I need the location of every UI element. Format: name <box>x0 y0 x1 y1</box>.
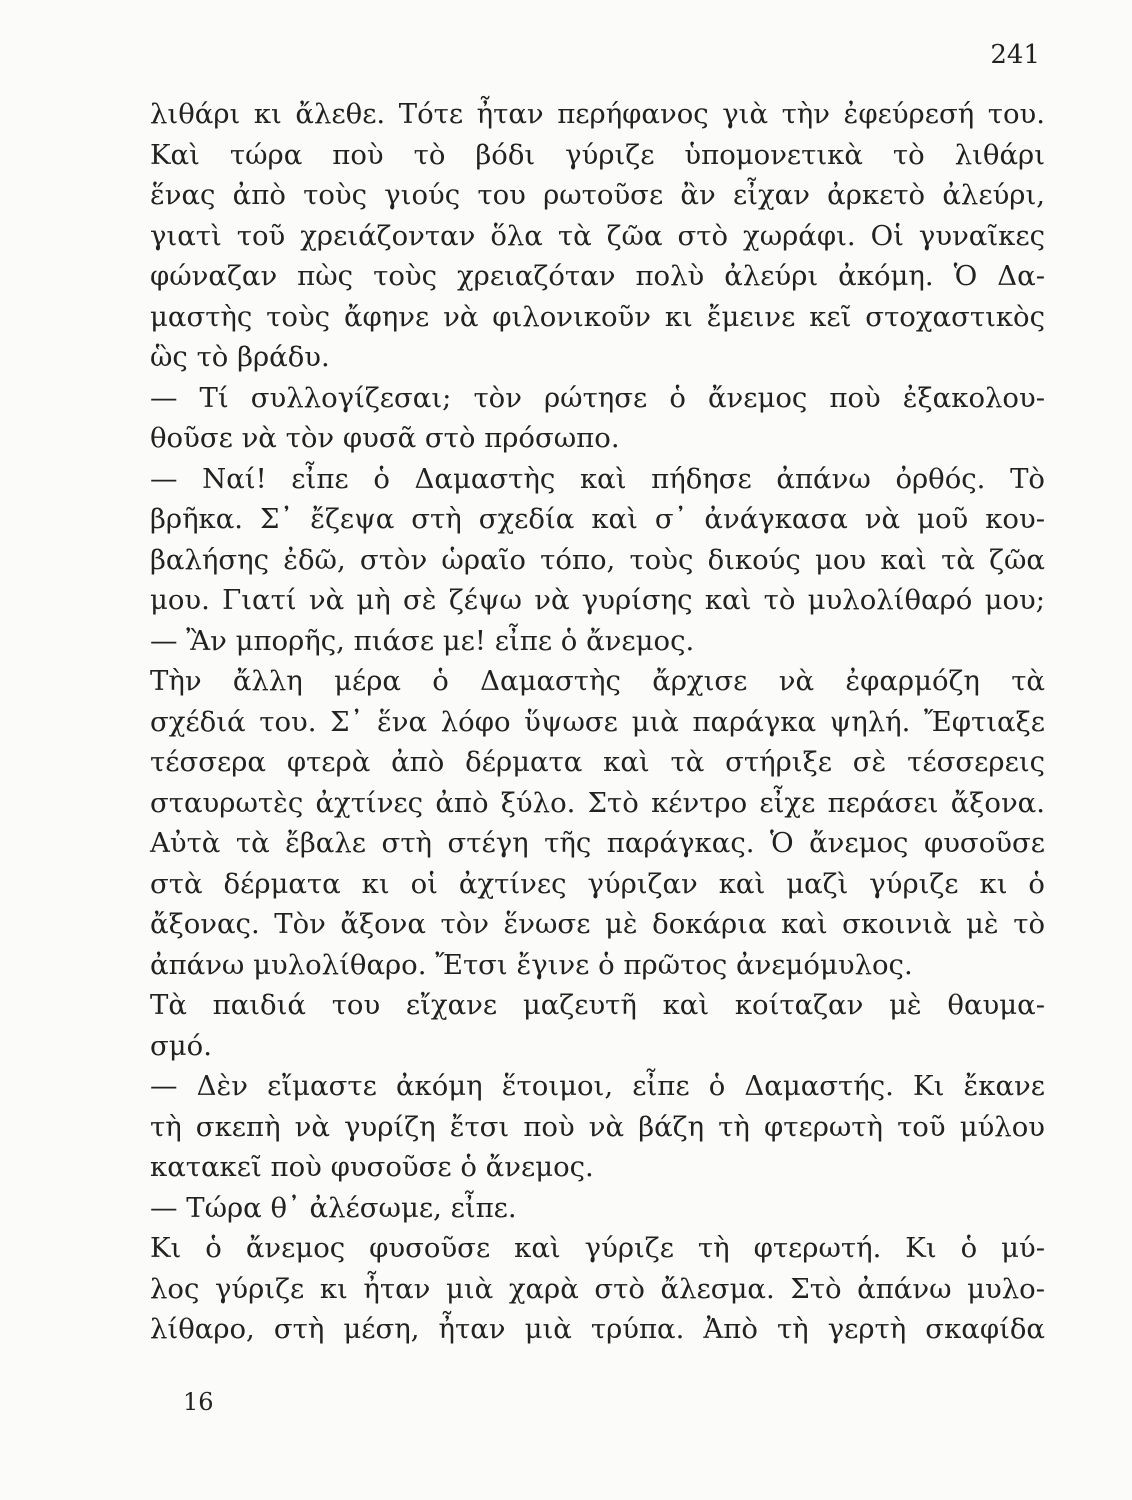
text-line: λιθάρι κι ἄλεθε. Τότε ἦταν περήφανος γιὰ τὴν ἐφεύρεσή του. <box>150 98 1045 130</box>
text-line: μου. Γιατί νὰ μὴ σὲ ζέψω νὰ γυρίσης καὶ τὸ μυλολίθαρό μου; <box>150 584 1045 616</box>
text-line: Αὐτὰ τὰ ἔβαλε στὴ στέγη τῆς παράγκας. Ὁ ἄνεμος φυσοῦσε <box>150 827 1045 859</box>
text-line: Τὰ παιδιά του εἴχανε μαζευτῆ καὶ κοίταζαν μὲ θαυμα- <box>150 989 1045 1021</box>
text-line: — Τί συλλογίζεσαι; τὸν ρώτησε ὁ ἄνεμος ποὺ ἐξακολου- <box>150 381 1045 414</box>
text-line: βαλήσης ἐδῶ, στὸν ὡραῖο τόπο, τοὺς δικούς μου καὶ τὰ ζῶα <box>150 543 1045 576</box>
page-number: 241 <box>990 40 1040 70</box>
text-line: ἕνας ἀπὸ τοὺς γιούς του ρωτοῦσε ἂν εἶχαν ἀρκετὸ ἀλεύρι, <box>150 179 1045 211</box>
text-line: ἀπάνω μυλολίθαρο. Ἔτσι ἔγινε ὁ πρῶτος ἀνεμόμυλος. <box>150 948 913 981</box>
text-line: — Τώρα θ᾿ ἀλέσωμε, εἶπε. <box>150 1191 517 1224</box>
text-line: κατακεῖ ποὺ φυσοῦσε ὁ ἄνεμος. <box>150 1151 594 1183</box>
text-line: σχέδιά του. Σ᾿ ἕνα λόφο ὕψωσε μιὰ παράγκα ψηλή. Ἔφτιαξε <box>150 705 1045 738</box>
text-line: τέσσερα φτερὰ ἀπὸ δέρματα καὶ τὰ στήριξε σὲ τέσσερεις <box>150 746 1045 778</box>
text-line: γιατὶ τοῦ χρειάζονταν ὅλα τὰ ζῶα στὸ χωράφι. Οἱ γυναῖκες <box>150 219 1045 252</box>
text-line: — Δὲν εἴμαστε ἀκόμη ἕτοιμοι, εἶπε ὁ Δαμαστής. Κι ἔκανε <box>150 1070 1045 1102</box>
text-line: θοῦσε νὰ τὸν φυσᾶ στὸ πρόσωπο. <box>150 422 620 454</box>
text-line: λος γύριζε κι ἦταν μιὰ χαρὰ στὸ ἄλεσμα. Στὸ ἀπάνω μυλο- <box>150 1272 1045 1305</box>
text-line: λίθαρο, στὴ μέση, ἦταν μιὰ τρύπα. Ἀπὸ τὴ γερτὴ σκαφίδα <box>150 1313 1045 1345</box>
signature-mark: 16 <box>183 1388 214 1416</box>
text-line: Κι ὁ ἄνεμος φυσοῦσε καὶ γύριζε τὴ φτερωτή. Κι ὁ μύ- <box>150 1232 1045 1264</box>
text-line: Τὴν ἄλλη μέρα ὁ Δαμαστὴς ἄρχισε νὰ ἐφαρμόζη τὰ <box>150 665 1045 697</box>
text-line: μαστὴς τοὺς ἄφηνε νὰ φιλονικοῦν κι ἔμεινε κεῖ στοχαστικὸς <box>150 300 1045 333</box>
text-line: σταυρωτὲς ἀχτίνες ἀπὸ ξύλο. Στὸ κέντρο εἶχε περάσει ἄξονα. <box>150 786 1045 819</box>
text-line: — Ναί! εἶπε ὁ Δαμαστὴς καὶ πήδησε ἀπάνω ὀρθός. Τὸ <box>150 462 1045 495</box>
text-line: ὣς τὸ βράδυ. <box>150 341 330 373</box>
body-text <box>150 94 1045 1350</box>
text-line: στὰ δέρματα κι οἱ ἀχτίνες γύριζαν καὶ μαζὶ γύριζε κι ὁ <box>150 867 1045 900</box>
text-line: φώναζαν πὼς τοὺς χρειαζόταν πολὺ ἀλεύρι ἀκόμη. Ὁ Δα- <box>150 260 1045 292</box>
text-line: τὴ σκεπὴ νὰ γυρίζη ἔτσι ποὺ νὰ βάζη τὴ φτερωτὴ τοῦ μύλου <box>150 1110 1045 1143</box>
text-line: σμό. <box>150 1029 212 1062</box>
text-line: ἄξονας. Τὸν ἄξονα τὸν ἕνωσε μὲ δοκάρια καὶ σκοινιὰ μὲ τὸ <box>150 908 1045 940</box>
text-line: Καὶ τώρα ποὺ τὸ βόδι γύριζε ὑπομονετικὰ τὸ λιθάρι <box>150 138 1045 171</box>
text-line: βρῆκα. Σ᾿ ἔζεψα στὴ σχεδία καὶ σ᾿ ἀνάγκασα νὰ μοῦ κου- <box>150 503 1045 535</box>
text-line: — Ἂν μπορῆς, πιάσε με! εἶπε ὁ ἄνεμος. <box>150 624 695 657</box>
